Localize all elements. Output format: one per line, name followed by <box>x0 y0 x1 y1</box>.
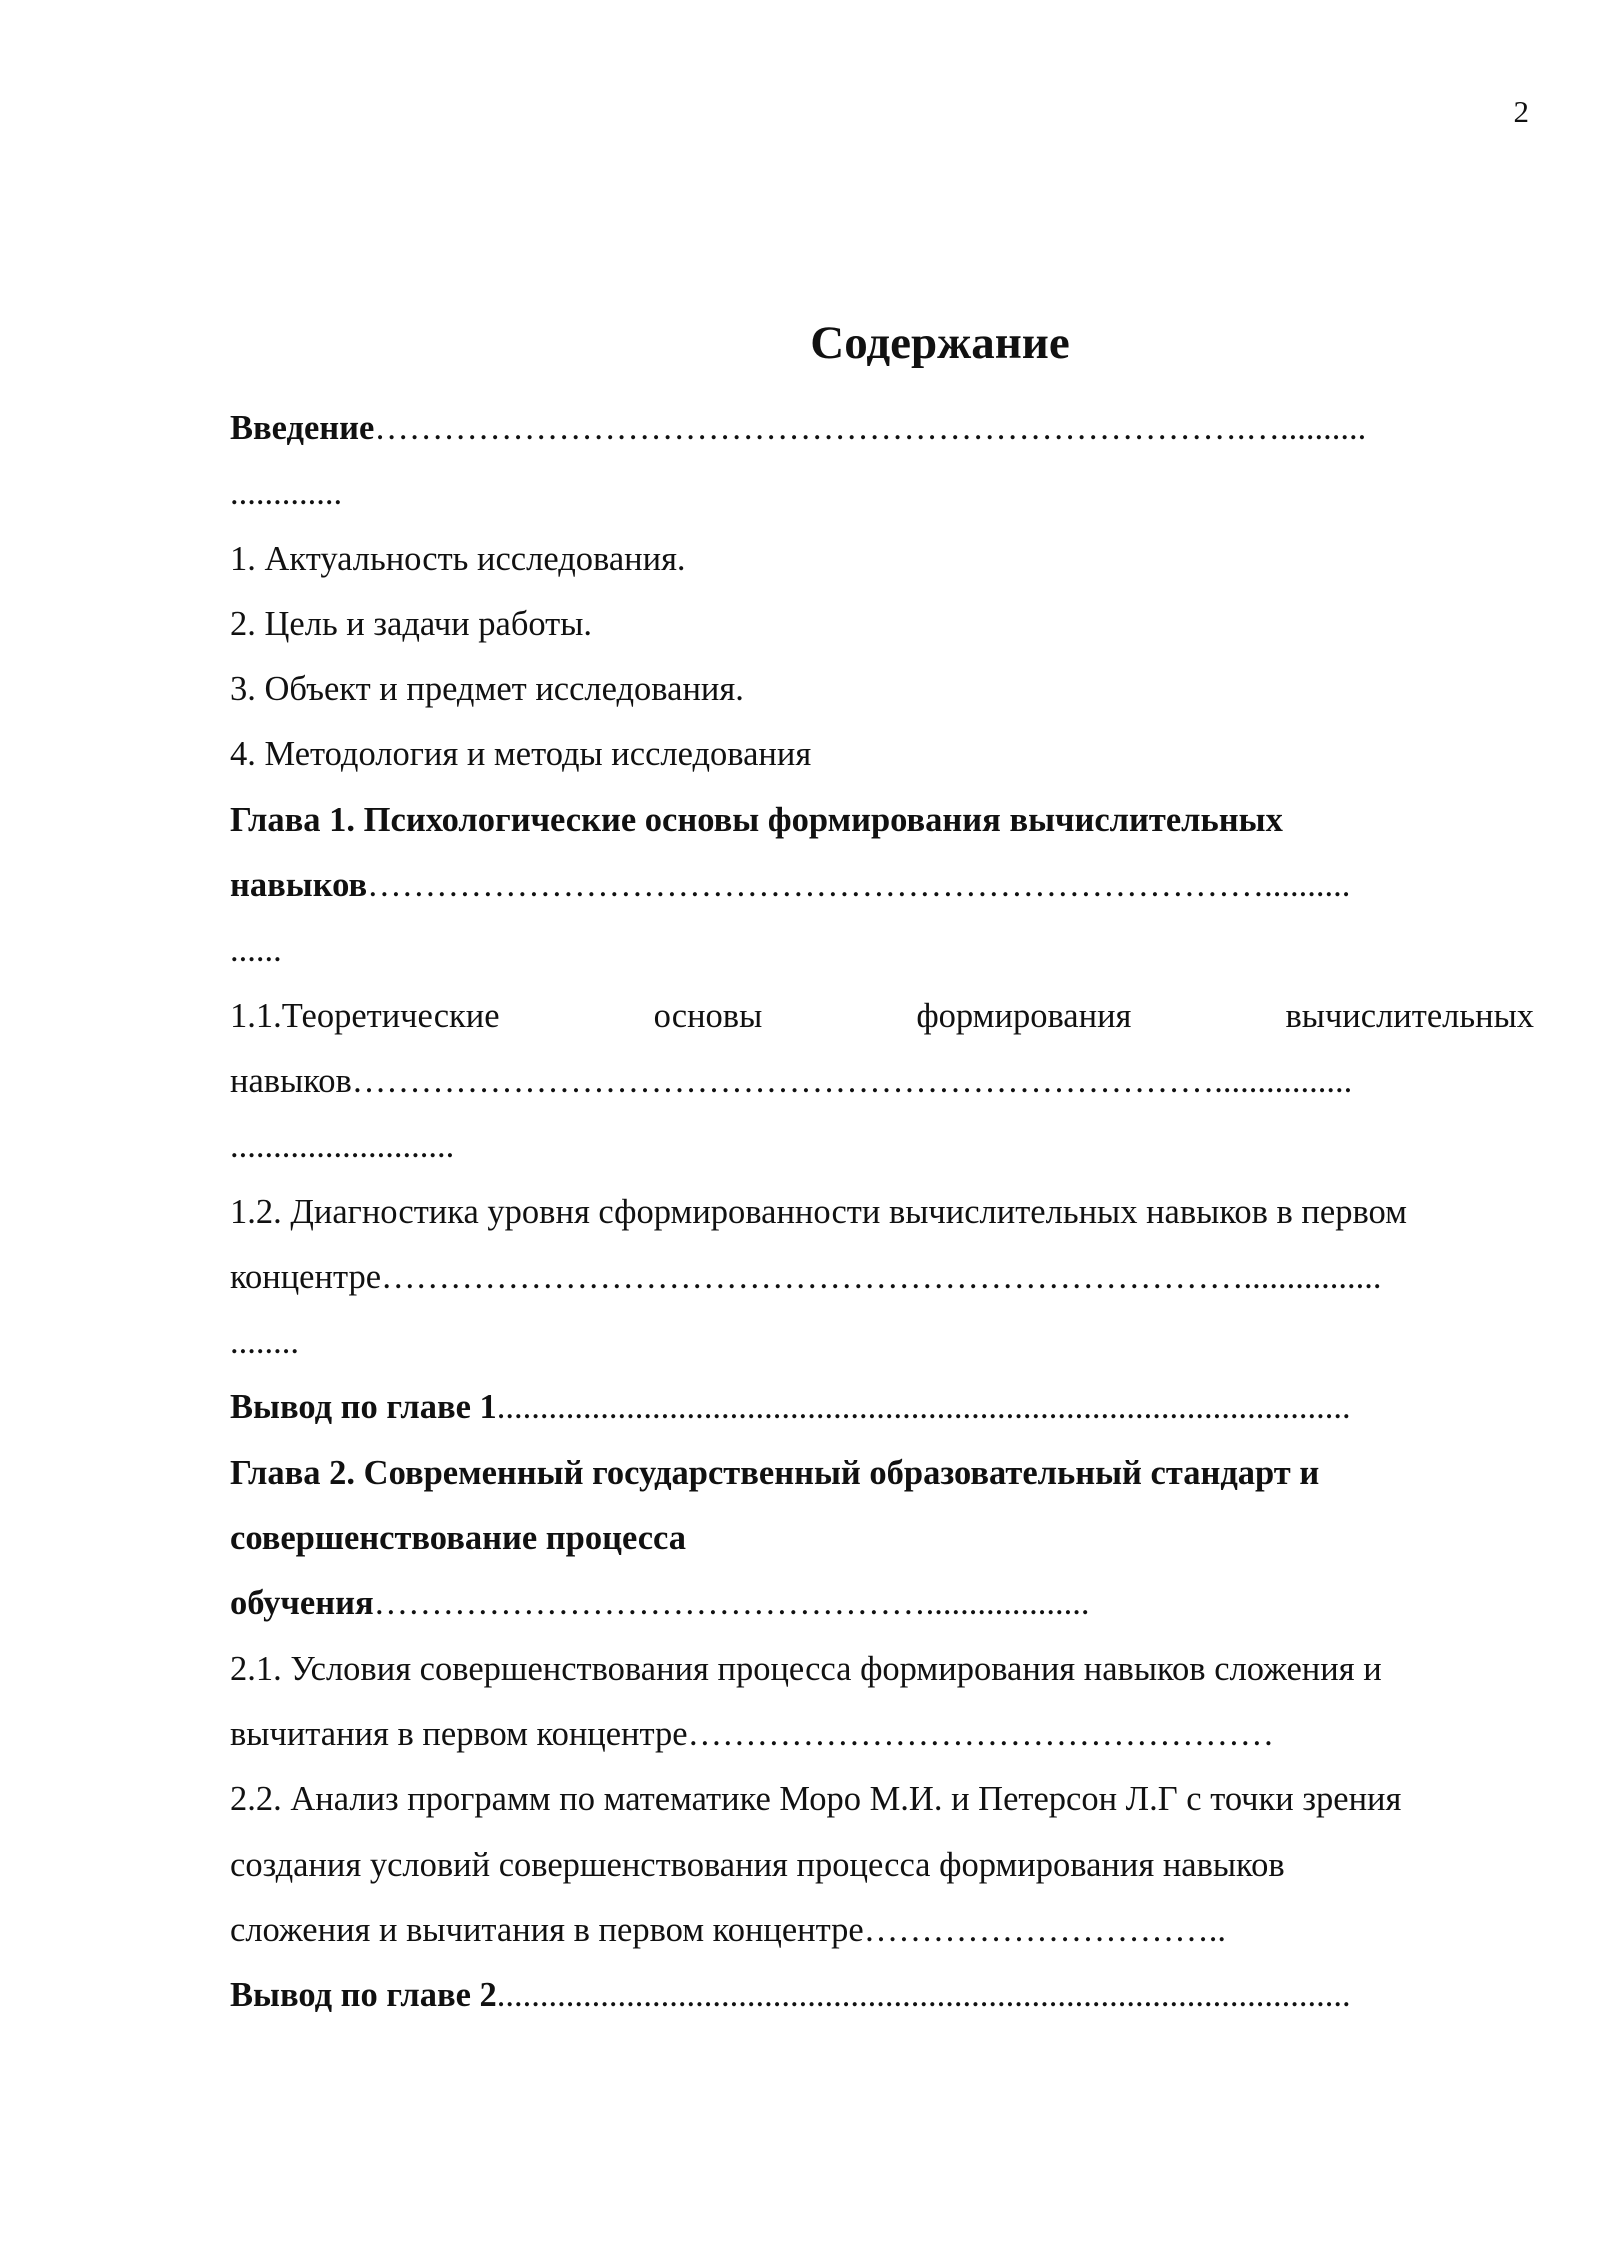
toc-leader-continuation <box>230 461 1534 526</box>
toc-entry-section-2-2[interactable] <box>230 1767 1534 1832</box>
toc-leader-continuation <box>230 918 1534 983</box>
toc-leader-continuation <box>230 1114 1534 1179</box>
toc-entry-object-subject[interactable] <box>230 657 1534 722</box>
toc-word: формирования <box>916 996 1132 1035</box>
toc-leader-dots: ............. <box>230 474 343 513</box>
toc-entry-goals[interactable] <box>230 592 1534 657</box>
toc-leader-dots: ………………………….. <box>863 1910 1226 1949</box>
toc-entry-section-1-2-cont[interactable] <box>230 1245 1534 1310</box>
toc-entry-text: 1.2. Диагностика уровня сформированности вычислительных навыков в первом <box>230 1192 1407 1231</box>
toc-leader-dots: ................................................................................................... <box>496 1976 1351 2015</box>
toc-entry-section-2-1[interactable] <box>230 1637 1534 1702</box>
toc-entry-section-2-2-cont[interactable] <box>230 1833 1534 1898</box>
toc-entry-chapter-2-heading-cont[interactable] <box>230 1506 1534 1571</box>
toc-entry-chapter-2-heading[interactable] <box>230 1441 1534 1506</box>
toc-entry-chapter-1-heading[interactable] <box>230 788 1534 853</box>
toc-entry-section-1-2[interactable] <box>230 1180 1534 1245</box>
page-number: 2 <box>1513 94 1529 129</box>
toc-word: вычислительных <box>1285 996 1534 1035</box>
toc-entry-text: 1. Актуальность исследования. <box>230 539 686 578</box>
toc-entry-text: 3. Объект и предмет исследования. <box>230 670 744 709</box>
toc-leader-dots: …………………………………………................... <box>373 1584 1090 1623</box>
toc-entry-text: Глава 1. Психологические основы формирования вычислительных <box>230 800 1283 839</box>
toc-entry-text: совершенствование процесса <box>230 1519 686 1558</box>
toc-leader-dots: ........ <box>230 1323 299 1362</box>
toc-entry-text: Вывод по главе 1 <box>230 1388 497 1427</box>
toc-entry-chapter-2-conclusion[interactable] <box>230 1963 1534 2028</box>
toc-entry-text: вычитания в первом концентре <box>230 1714 688 1753</box>
toc-entry-relevance[interactable] <box>230 527 1534 592</box>
toc-entry-text: Глава 2. Современный государственный образовательный стандарт и <box>230 1453 1320 1492</box>
toc-entry-text: концентре <box>230 1257 382 1296</box>
toc-entry-text: создания условий совершенствования процесса формирования навыков <box>230 1845 1285 1884</box>
table-of-contents <box>230 396 1534 2028</box>
toc-leader-continuation <box>230 1310 1534 1375</box>
toc-entry-section-1-1[interactable] <box>230 984 1534 1049</box>
toc-entry-text: Вывод по главе 2 <box>230 1976 497 2015</box>
toc-entry-chapter-2-heading-end[interactable] <box>230 1571 1534 1636</box>
toc-entry-text: 2.2. Анализ программ по математике Моро М.И. и Петерсон Л.Г с точки зрения <box>230 1780 1402 1819</box>
toc-leader-dots: …………………………………………… <box>687 1714 1275 1753</box>
toc-entry-text: Введение <box>230 409 375 447</box>
toc-leader-dots: …………………………………………………………………….......... <box>367 866 1351 905</box>
toc-entry-chapter-1-conclusion[interactable] <box>230 1375 1534 1440</box>
toc-entry-text: обучения <box>230 1584 374 1623</box>
toc-title: Содержание <box>810 317 1070 369</box>
toc-leader-dots: …………………………………………………………………................ <box>351 1061 1353 1100</box>
toc-entry-chapter-1-heading-cont[interactable] <box>230 853 1534 918</box>
toc-leader-dots: .......................... <box>230 1127 455 1166</box>
toc-leader-dots: …………………………………………………………………................ <box>381 1257 1382 1296</box>
toc-entry-text: 2. Цель и задачи работы. <box>230 604 593 643</box>
toc-word: основы <box>653 996 763 1035</box>
toc-entry-text: навыков <box>230 1061 352 1100</box>
toc-word: 1.1.Теоретические <box>230 996 500 1035</box>
toc-entry-section-2-2-end[interactable] <box>230 1898 1534 1963</box>
toc-entry-introduction[interactable] <box>230 396 1534 461</box>
toc-entry-text: 2.1. Условия совершенствования процесса формирования навыков сложения и <box>230 1649 1382 1688</box>
toc-leader-dots: ………………………………………………………………….….......... <box>374 409 1367 447</box>
toc-entry-text: сложения и вычитания в первом концентре <box>230 1910 864 1949</box>
toc-leader-dots: ...... <box>230 931 282 970</box>
toc-leader-dots: ................................................................................................... <box>496 1388 1351 1427</box>
toc-entry-text: 4. Методология и методы исследования <box>230 735 812 774</box>
toc-entry-text: навыков <box>230 866 368 905</box>
toc-entry-section-1-1-cont[interactable] <box>230 1049 1534 1114</box>
toc-entry-methodology[interactable] <box>230 722 1534 787</box>
toc-entry-section-2-1-cont[interactable] <box>230 1702 1534 1767</box>
